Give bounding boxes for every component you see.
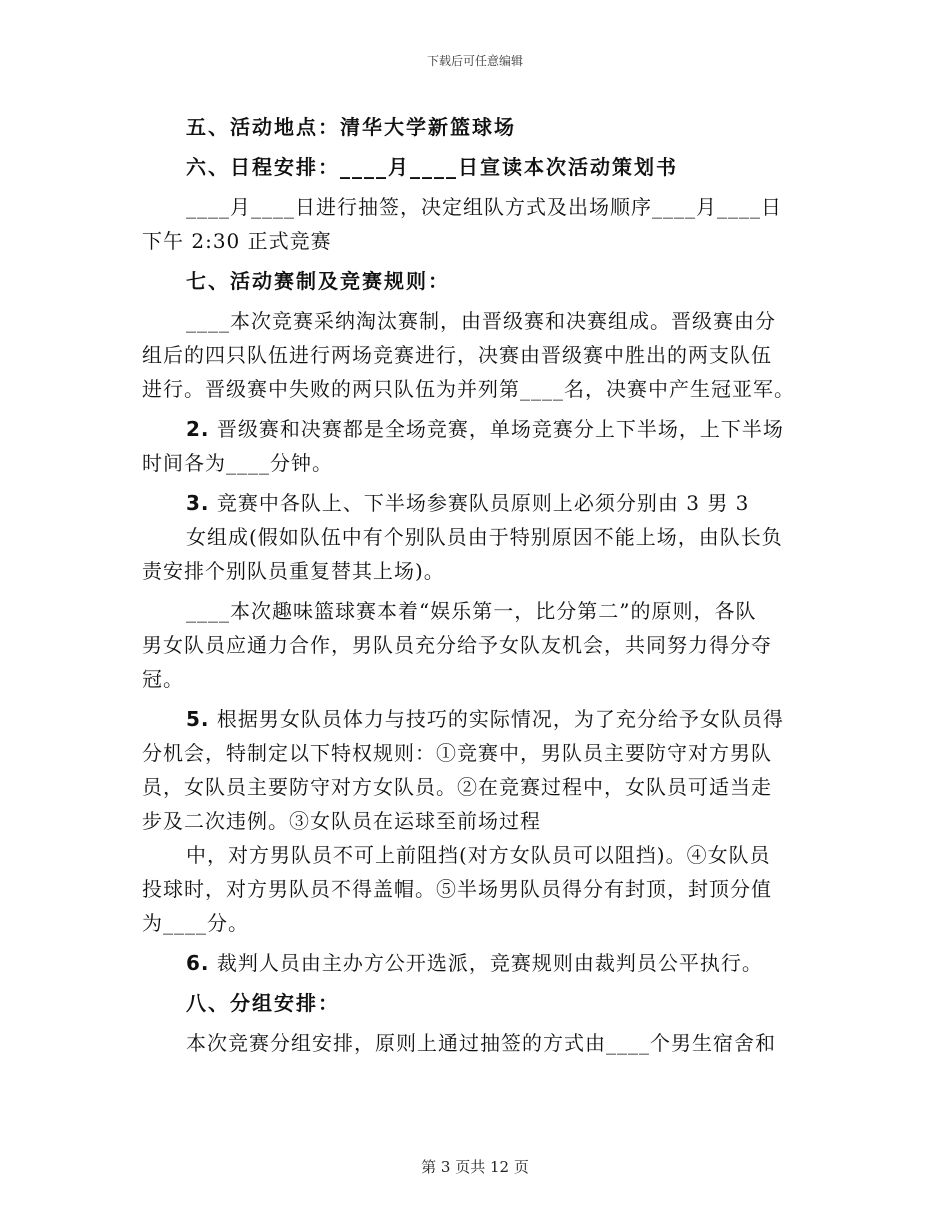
grouping-text-line-1: 本次竞赛分组安排，原则上通过抽签的方式由____个男生宿舍和 [186, 1031, 776, 1055]
section-heading-grouping: 八、分组安排： [186, 991, 340, 1015]
rule-3-line-2: 女组成(假如队伍中有个别队员由于特别原因不能上场，由队长负 [186, 525, 783, 549]
rule-5-line-7: 为____分。 [142, 911, 249, 935]
rule-1-line-2: 组后的四只队伍进行两场竞赛进行，决赛由晋级赛中胜出的两支队伍 [142, 343, 772, 367]
page-footer: 第 3 页共 12 页 [421, 1158, 529, 1176]
rule-3-number: 3. [186, 491, 210, 515]
rule-6-line-1 [142, 946, 810, 980]
rule-5-number: 5. [186, 707, 210, 731]
rule-5-text: 根据男女队员体力与技巧的实际情况，为了充分给予女队员得 [216, 707, 784, 731]
rule-3-text: 竞赛中各队上、下半场参赛队员原则上必须分别由 3 男 3 [216, 491, 750, 515]
rule-5-line-5: 中，对方男队员不可上前阻挡(对方女队员可以阻挡)。④女队员 [186, 843, 771, 867]
rule-4-line-2: 男女队员应通力合作，男队员充分给予女队友机会，共同努力得分夺 [142, 633, 772, 657]
page-header: 下载后可任意编辑 [426, 54, 523, 68]
rule-6-text: 裁判人员由主办方公开选派，竞赛规则由裁判员公平执行。 [216, 951, 763, 975]
rule-1-line-3: 进行。晋级赛中失败的两只队伍为并列第____名，决赛中产生冠亚军。 [142, 377, 795, 401]
schedule-text-line-1: ____月____日进行抽签，决定组队方式及出场顺序____月____日 [186, 195, 782, 219]
rule-5-line-6: 投球时，对方男队员不得盖帽。⑤半场男队员得分有封顶，封顶分值 [142, 877, 772, 901]
rule-2-line-2: 时间各为____分钟。 [142, 451, 333, 475]
rule-6-number: 6. [186, 951, 210, 975]
rule-5-line-2: 分机会，特制定以下特权规则：①竞赛中，男队员主要防守对方男队 [142, 741, 772, 765]
rule-4-line-3: 冠。 [142, 667, 184, 691]
rule-3-line-3: 责安排个别队员重复替其上场)。 [142, 559, 445, 583]
rule-1-line-1: ____本次竞赛采纳淘汰赛制，由晋级赛和决赛组成。晋级赛由分 [186, 309, 776, 333]
section-heading-rules: 七、活动赛制及竞赛规则： [186, 269, 450, 293]
rule-3-line-1 [142, 486, 810, 520]
rule-5-line-3: 员，女队员主要防守对方女队员。②在竞赛过程中，女队员可适当走 [142, 775, 772, 799]
section-heading-location: 五、活动地点：清华大学新篮球场 [186, 115, 516, 139]
rule-4-line-1: ____本次趣味篮球赛本着“娱乐第一，比分第二”的原则，各队 [186, 599, 757, 623]
section-heading-schedule: 六、日程安排：____月____日宣读本次活动策划书 [186, 155, 678, 179]
rule-2-text: 晋级赛和决赛都是全场竞赛，单场竞赛分上下半场，上下半场 [216, 417, 784, 441]
rule-5-line-4: 步及二次违例。③女队员在运球至前场过程 [142, 809, 541, 833]
document-body [142, 110, 810, 1060]
rule-5-line-1 [142, 702, 810, 736]
rule-2-line-1 [142, 412, 810, 446]
rule-2-number: 2. [186, 417, 210, 441]
schedule-text-line-2: 下午 2:30 正式竞赛 [142, 229, 332, 253]
